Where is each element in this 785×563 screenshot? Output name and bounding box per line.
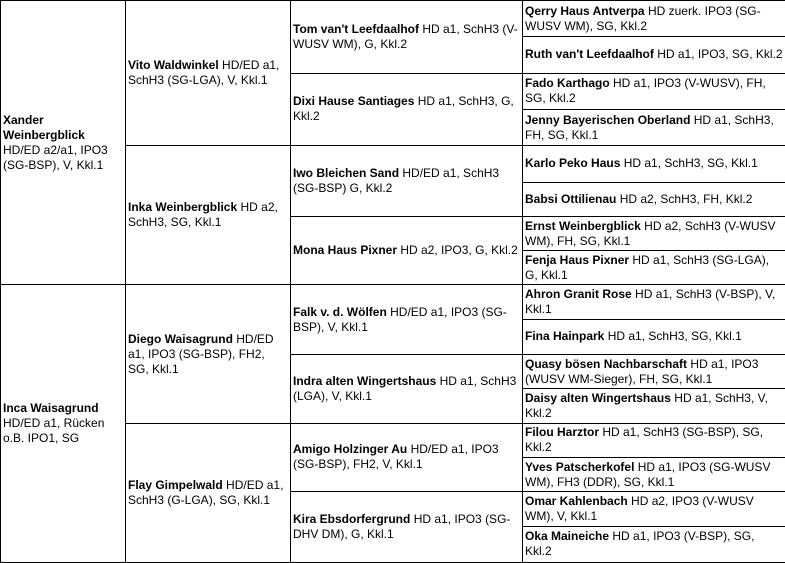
dog-name: Karlo Peko Haus [525,156,621,171]
gen3-dog-cell [291,73,523,146]
dog-titles: HD a1, SchH3 (LGA), V, Kkl.1 [293,373,517,403]
dog-titles: HD a2, SchH3 (V-WUSV WM), FH, SG, Kkl.1 [525,218,776,248]
dog-titles: HD a1, IPO3 (SG-WUSV WM), FH3 (DDR), SG, Kkl.1 [525,459,771,489]
pedigree-row [1,285,785,319]
dog-name: Dixi Hause Santiages [293,94,415,109]
dog-titles: HD a1, SchH3 (SG-BSP), SG, Kkl.2 [525,425,764,455]
gen4-dog-cell [523,37,785,73]
gen3-dog-cell [291,146,523,217]
dog-name: Mona Haus Pixner [293,243,398,258]
gen4-dog-cell [523,355,785,389]
dog-titles: HD a2, IPO3 (V-WUSV WM), V, Kkl.1 [525,493,754,523]
gen1-dog-cell [1,1,126,285]
gen4-dog-cell [523,319,785,354]
dog-name: Quasy bösen Nachbarschaft [525,356,688,371]
gen4-dog-cell [523,285,785,319]
dog-name: Daisy alten Wingertshaus [525,391,671,405]
dog-titles: HD a1, SchH3 (V-BSP), V, Kkl.1 [525,287,776,317]
dog-titles: HD/ED a1, SchH3 (SG-BSP) G, Kkl.2 [293,166,500,196]
dog-titles: HD a1, IPO3 (WUSV WM-Sieger), FH, SG, Kkl.1 [525,356,759,386]
gen3-dog-cell [291,355,523,424]
dog-titles: HD a1, IPO3 (V-WUSV), FH, SG, Kkl.2 [525,76,766,106]
dog-name: Iwo Bleichen Sand [293,166,400,181]
dog-name: Fenja Haus Pixner [525,252,630,267]
dog-name: Ruth van't Leefdaalhof [525,47,654,62]
dog-name: Qerry Haus Antverpa [525,3,645,18]
gen3-dog-cell [291,216,523,285]
gen4-dog-cell [523,73,785,109]
dog-titles: HD/ED a1, IPO3 (SG-BSP), FH2, SG, Kkl.1 [128,331,274,376]
dog-titles: HD a1, IPO3, SG, Kkl.2 [657,47,783,62]
gen3-dog-cell [291,285,523,355]
gen4-dog-cell [523,526,785,562]
gen3-dog-cell [291,492,523,563]
dog-titles: HD a1, SchH3 (SG-LGA), G, Kkl.1 [525,252,770,282]
dog-name: Fado Karthago [525,76,610,91]
dog-name: Filou Harztor [525,425,599,440]
dog-name: Inca Waisagrund [3,401,99,416]
dog-name: Flay Gimpelwald [128,477,223,492]
gen3-dog-cell [291,1,523,74]
gen4-dog-cell [523,1,785,37]
dog-name: Kira Ebsdorfergrund [293,512,411,527]
gen2-dog-cell [126,1,291,146]
dog-name: Jenny Bayerischen Oberland [525,112,691,127]
dog-name: Amigo Holzinger Au [293,442,408,457]
gen4-dog-cell [523,423,785,457]
dog-titles: HD a1, IPO3 (V-BSP), SG, Kkl.2 [525,529,755,559]
dog-titles: HD a1, SchH3, SG, Kkl.1 [607,329,742,344]
dog-name: Omar Kahlenbach [525,493,628,508]
dog-titles: HD/ED a1, IPO3 (SG-BSP), V, Kkl.1 [293,304,507,334]
dog-titles: HD zuerk. IPO3 (SG-WUSV WM), SG, Kkl.2 [525,3,761,33]
dog-titles: HD/ED a1, Rücken o.B. IPO1, SG [3,416,105,446]
gen4-dog-cell [523,492,785,526]
dog-name: Diego Waisagrund [128,331,233,346]
dog-name: Inka Weinbergblick [128,200,238,215]
dog-name: Tom van't Leefdaalhof [293,21,419,36]
pedigree-body [1,1,785,563]
gen4-dog-cell [523,182,785,216]
gen4-dog-cell [523,389,785,423]
gen2-dog-cell [126,423,291,562]
dog-titles: HD a1, SchH3, FH, SG, Kkl.1 [525,112,774,142]
dog-titles: HD a2, SchH3, SG, Kkl.1 [128,200,278,230]
gen4-dog-cell [523,109,785,145]
dog-name: Fina Hainpark [525,329,605,344]
dog-titles: HD a2, SchH3, FH, Kkl.2 [619,191,753,206]
dog-titles: HD a1, SchH3, G, Kkl.2 [293,94,514,124]
dog-titles: HD/ED a1, IPO3 (SG-BSP), FH2, V, Kkl.1 [293,442,499,472]
pedigree-row [1,1,785,37]
gen2-dog-cell [126,146,291,285]
dog-name: Oka Maineiche [525,529,610,544]
dog-titles: HD a1, IPO3 (SG-DHV DM), G, Kkl.1 [293,512,511,542]
dog-titles: HD a1, SchH3, V, Kkl.2 [525,391,768,420]
gen4-dog-cell [523,457,785,491]
dog-titles: HD/ED a2/a1, IPO3 (SG-BSP), V, Kkl.1 [3,142,108,172]
dog-titles: HD/ED a1, SchH3 (SG-LGA), V, Kkl.1 [128,58,280,88]
gen2-dog-cell [126,285,291,423]
gen4-dog-cell [523,216,785,250]
dog-name: Ernst Weinbergblick [525,218,641,233]
dog-name: Babsi Ottilienau [525,191,617,206]
gen4-dog-cell [523,251,785,285]
dog-name: Vito Waldwinkel [128,58,219,73]
gen3-dog-cell [291,423,523,492]
dog-name: Ahron Granit Rose [525,287,632,302]
dog-titles: HD a2, IPO3, G, Kkl.2 [400,243,518,258]
dog-titles: HD a1, SchH3, SG, Kkl.1 [623,156,758,171]
dog-name: Indra alten Wingertshaus [293,373,437,388]
dog-name: Falk v. d. Wölfen [293,304,387,319]
dog-name: Yves Patscherkofel [525,459,635,474]
dog-titles: HD a1, SchH3 (V-WUSV WM), G, Kkl.2 [293,21,518,51]
dog-titles: HD/ED a1, SchH3 (G-LGA), SG, Kkl.1 [128,477,284,507]
dog-name: Xander Weinbergblick [3,112,85,142]
gen4-dog-cell [523,146,785,182]
gen1-dog-cell [1,285,126,563]
